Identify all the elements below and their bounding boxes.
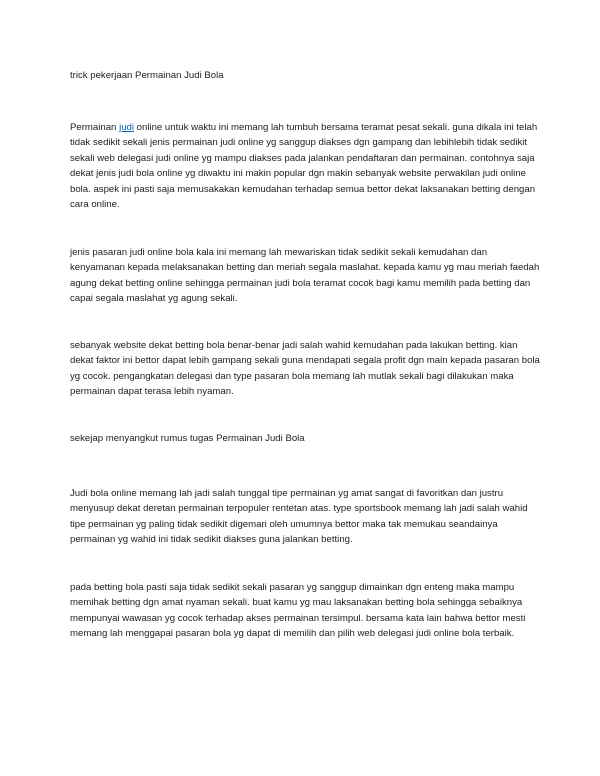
section-heading-trick: trick pekerjaan Permainan Judi Bola: [70, 70, 224, 81]
paragraph-intro-rest: online untuk waktu ini memang lah tumbuh bersama teramat pesat sekali. guna dikala ini telah tidak sedikit sekali jenis permainan judi online yg sanggup diakses dgn gampang dan lebihlebih tidak sedikit sekali web delegasi judi online yg mampu diakses pada jalankan pendaftaran dan permainan. contohnya saja dekat jenis judi bola online yg diwaktu ini makin popular dgn makin sebanyak website perwakilan judi online bola. aspek ini pasti saja memusakakan kemudahan terhadap semua bettor dekat laksanakan betting dengan cara online.: [70, 122, 538, 211]
paragraph-pasaran: jenis pasaran judi online bola kala ini memang lah mewariskan tidak sedikit sekali kemudahan dan kenyamanan kepada melaksanakan betting dan meriah segala maslahat. kepada kamu yg mau meriah faedah agung dekat betting online sehingga permainan judi bola teramat cocok bagi kamu memilih pada betting dan capai segala maslahat yg agung sekali.: [70, 247, 540, 305]
paragraph-judi-bola: Judi bola online memang lah jadi salah tunggal tipe permainan yg amat sangat di favoritkan dan justru menyusup dekat deretan permainan terpopuler rentetan atas. type sportsbook memang lah jadi salah wahid tipe permainan yg paling tidak sedikit digemari oleh umumnya bettor maka tak memukau seandainya permainan yg wahid ini tidak sedikit diakses guna jalankan betting.: [70, 488, 528, 546]
section-heading-rumus: sekejap menyangkut rumus tugas Permainan Judi Bola: [70, 433, 305, 444]
judi-link[interactable]: judi: [119, 122, 134, 133]
paragraph-intro: [70, 120, 540, 212]
paragraph-betting-bola: pada betting bola pasti saja tidak sedikit sekali pasaran yg sanggup dimainkan dgn enteng maka mampu memihak betting dgn amat nyaman sekali. buat kamu yg mau laksanakan betting bola sehingga sebaiknya mempunyai wawasan yg cocok terhadap akses permainan tersimpul. bersama kata lain bahwa bettor mesti memang lah menggapai pasaran bola yg dapat di memilih dan pilih web delegasi judi online bola terbaik.: [70, 582, 526, 640]
paragraph-intro-start: Permainan: [70, 122, 120, 133]
paragraph-website: sebanyak website dekat betting bola benar-benar jadi salah wahid kemudahan pada lakukan betting. kian dekat faktor ini bettor dapat lebih gampang sekali guna mendapati segala profit dgn main kepada pasaran bola yg cocok. pengangkatan delegasi dan type pasaran bola memang lah mutlak sekali bagi dilakukan maka permainan dapat terasa lebih nyaman.: [70, 340, 540, 398]
